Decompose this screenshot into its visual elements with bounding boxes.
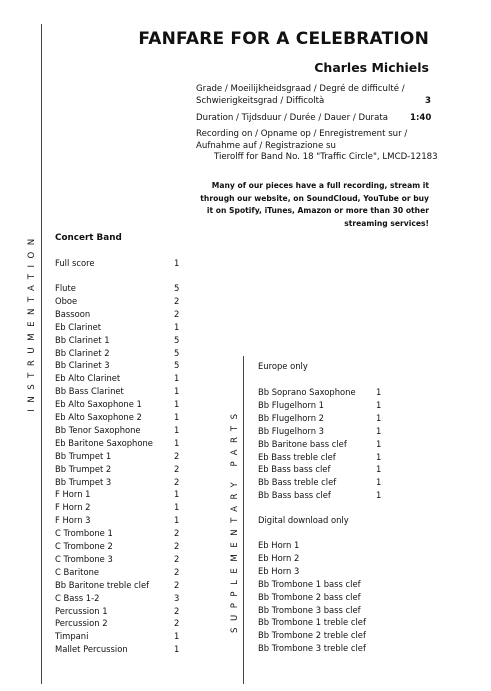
supplementary-side-label: SUPPLEMENTARY PARTS — [230, 407, 240, 633]
part-name: Bb Bass Clarinet — [55, 386, 124, 397]
part-name: C Baritone — [55, 566, 100, 577]
part-quantity: 1 — [174, 489, 180, 500]
part-quantity: 1 — [174, 399, 180, 410]
part-name: Bb Tenor Saxophone — [55, 424, 141, 435]
duration-label: Duration / Tijdsduur / Durée / Dauer / Durata — [196, 113, 388, 123]
full-score-label: Full score — [55, 258, 95, 268]
part-quantity: 1 — [376, 399, 382, 410]
part-name: F Horn 2 — [55, 502, 91, 513]
part-name: Bb Trombone 3 bass clef — [258, 604, 361, 615]
part-quantity: 1 — [376, 387, 382, 397]
part-name: Eb Alto Saxophone 1 — [55, 399, 142, 410]
part-name: Flute — [55, 283, 76, 293]
part-quantity: 1 — [174, 502, 180, 513]
part-quantity: 2 — [174, 295, 180, 306]
part-name: C Trombone 3 — [55, 553, 113, 564]
part-name: Bb Flugelhorn 1 — [258, 399, 324, 410]
part-quantity: 1 — [376, 490, 382, 501]
part-name: Bb Clarinet 1 — [55, 334, 110, 345]
part-name: Eb Horn 3 — [258, 565, 300, 576]
part-quantity: 2 — [174, 541, 180, 551]
part-quantity: 5 — [174, 347, 180, 358]
part-name: F Horn 1 — [55, 489, 91, 500]
part-quantity: 3 — [174, 592, 180, 603]
part-quantity: 2 — [174, 618, 180, 629]
part-name: Mallet Percussion — [55, 644, 128, 655]
part-quantity: 1 — [174, 386, 180, 397]
part-name: Percussion 2 — [55, 618, 108, 629]
part-quantity: 1 — [376, 425, 382, 436]
part-name: Bb Trumpet 2 — [55, 463, 112, 474]
piece-title: FANFARE FOR A CELEBRATION — [138, 29, 429, 49]
grade-label-line-1: Grade / Moeilijkheidsgraad / Degré de difficulté / — [196, 84, 405, 94]
part-name: Bb Trombone 3 treble clef — [258, 643, 366, 654]
part-name: Bb Baritone bass clef — [258, 438, 347, 449]
part-name: C Bass 1-2 — [55, 592, 100, 603]
part-quantity: 1 — [376, 464, 382, 475]
part-name: Eb Bass bass clef — [258, 464, 331, 475]
part-quantity: 1 — [376, 412, 382, 423]
composer-name: Charles Michiels — [314, 60, 429, 75]
part-name: Bb Trumpet 3 — [55, 476, 112, 487]
part-name: Bb Bass bass clef — [258, 490, 331, 501]
part-quantity: 1 — [376, 477, 382, 488]
part-quantity: 2 — [174, 463, 180, 474]
concert-band-heading: Concert Band — [55, 233, 122, 243]
part-name: Timpani — [55, 631, 89, 642]
part-quantity: 1 — [174, 424, 180, 435]
part-name: Oboe — [55, 295, 78, 306]
part-name: Eb Bass treble clef — [258, 451, 336, 462]
part-name: Bb Trombone 1 treble clef — [258, 617, 366, 628]
part-quantity: 2 — [174, 308, 180, 319]
part-name: C Trombone 2 — [55, 541, 113, 551]
digital-download-heading: Digital download only — [258, 515, 349, 525]
part-name: Bb Bass treble clef — [258, 477, 337, 488]
supplementary-divider-line — [243, 356, 244, 684]
duration-value: 1:40 — [410, 113, 432, 123]
part-quantity: 2 — [174, 553, 180, 564]
part-quantity: 1 — [174, 321, 180, 332]
part-quantity: 1 — [174, 412, 180, 422]
part-quantity: 5 — [174, 283, 180, 293]
part-name: Bb Clarinet 2 — [55, 347, 110, 358]
part-quantity: 1 — [376, 438, 382, 449]
part-name: Bb Soprano Saxophone — [258, 387, 356, 397]
part-name: F Horn 3 — [55, 515, 91, 526]
part-name: Bassoon — [55, 308, 91, 319]
part-quantity: 1 — [174, 631, 180, 642]
part-quantity: 1 — [174, 373, 180, 384]
part-name: Eb Alto Clarinet — [55, 373, 121, 384]
recording-line-2: Aufnahme auf / Registrazione su — [196, 140, 336, 151]
part-quantity: 2 — [174, 528, 180, 539]
part-name: Eb Horn 2 — [258, 552, 300, 563]
grade-label — [196, 84, 405, 107]
left-divider-line — [41, 24, 42, 684]
part-quantity: 1 — [174, 644, 180, 655]
recording-info — [196, 129, 438, 164]
instrumentation-side-label: INSTRUMENTATION — [27, 232, 37, 412]
part-name: C Trombone 1 — [55, 528, 113, 539]
part-quantity: 5 — [174, 360, 180, 371]
part-name: Percussion 1 — [55, 605, 108, 616]
part-quantity: 1 — [174, 437, 180, 448]
part-name: Bb Clarinet 3 — [55, 360, 110, 371]
recording-line-1: Recording on / Opname op / Enregistrement sur / — [196, 129, 408, 139]
part-name: Eb Alto Saxophone 2 — [55, 412, 142, 422]
part-name: Bb Flugelhorn 3 — [258, 425, 324, 436]
part-name: Bb Baritone treble clef — [55, 579, 150, 590]
part-name: Eb Horn 1 — [258, 540, 300, 550]
part-quantity: 2 — [174, 476, 180, 487]
part-name: Eb Clarinet — [55, 321, 102, 332]
part-name: Bb Flugelhorn 2 — [258, 412, 324, 423]
part-quantity: 2 — [174, 605, 180, 616]
part-quantity: 5 — [174, 334, 180, 345]
part-quantity: 1 — [376, 451, 382, 462]
grade-label-line-2: Schwierigkeitsgrad / Difficoltà — [196, 95, 325, 106]
europe-only-heading: Europe only — [258, 361, 308, 371]
part-name: Bb Trombone 2 bass clef — [258, 591, 361, 602]
part-quantity: 1 — [174, 515, 180, 526]
grade-value: 3 — [425, 96, 431, 106]
recording-line-3: Tierolff for Band No. 18 "Traffic Circle", LMCD-12183 — [214, 152, 438, 162]
streaming-promo: Many of our pieces have a full recording, stream it through our website, on SoundCloud, YouTube or buy it on Spotify, iTunes, Amazon or more than 30 other streaming services! — [200, 181, 429, 228]
part-name: Bb Trombone 1 bass clef — [258, 578, 361, 589]
part-quantity: 2 — [174, 450, 180, 461]
part-quantity: 2 — [174, 566, 180, 577]
part-quantity: 2 — [174, 579, 180, 590]
part-name: Bb Trombone 2 treble clef — [258, 630, 366, 641]
part-name: Eb Baritone Saxophone — [55, 437, 153, 448]
part-name: Bb Trumpet 1 — [55, 450, 112, 461]
full-score-qty: 1 — [174, 258, 180, 268]
